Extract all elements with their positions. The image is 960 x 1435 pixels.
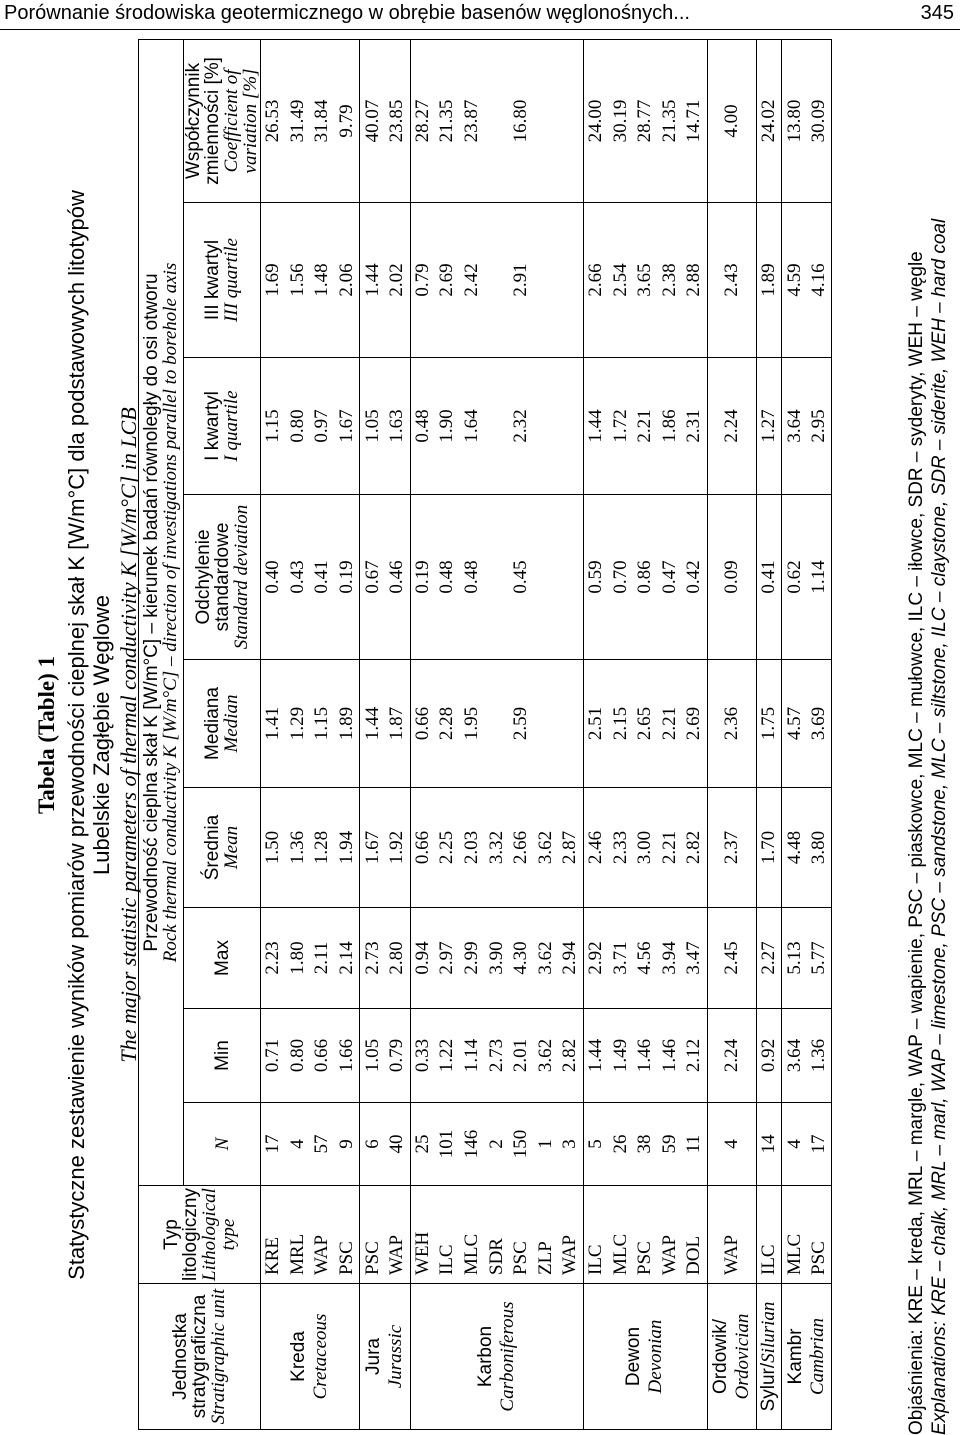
cell-max: 3.90 [484,908,509,1009]
cell-q1: 1.67 [335,358,360,495]
cell-median: 1.41 [261,660,286,788]
unit-cell: Sylur/Silurian [756,1284,782,1430]
cell-cv: 23.85 [385,39,410,202]
cell-median: 1.75 [756,660,782,788]
cell-q3: 2.91 [509,203,534,358]
cell-q1 [484,358,509,495]
cell-type: WAP [658,1186,683,1284]
cell-mean: 2.87 [558,788,583,908]
cell-median [558,660,583,788]
cell-q1: 2.32 [509,358,534,495]
running-head [0,0,960,30]
cell-type: KRE [261,1186,286,1284]
cell-median: 1.29 [286,660,311,788]
unit-cell: Dewon Devonian [583,1284,707,1430]
cell-n: 5 [583,1103,608,1186]
cell-min: 1.22 [435,1009,460,1103]
cell-n: 101 [435,1103,460,1186]
cell-max: 3.71 [608,908,633,1009]
cell-n: 3 [558,1103,583,1186]
cell-max: 5.77 [807,908,832,1009]
table-label: Tabela (Table) 1 [34,655,59,815]
cell-q3: 1.48 [310,203,335,358]
cell-q3 [558,203,583,358]
cell-max: 3.47 [682,908,707,1009]
table-title-en: The major statistic parameters of thermal conductivity K [W/m°C] in LCB [116,407,141,1063]
cell-median: 2.15 [608,660,633,788]
cell-cv: 21.35 [435,39,460,202]
rotated-table-block [30,35,955,1435]
cell-median: 2.36 [707,660,756,788]
cell-type: PSC [807,1186,832,1284]
cell-type: ILC [435,1186,460,1284]
cell-min: 1.44 [583,1009,608,1103]
cell-type: WAP [707,1186,756,1284]
cell-max: 2.23 [261,908,286,1009]
table-row [558,39,583,1429]
cell-max: 2.14 [335,908,360,1009]
table-row [707,39,756,1429]
cell-mean: 3.62 [534,788,559,908]
cell-median: 2.59 [509,660,534,788]
cell-cv: 30.19 [608,39,633,202]
cell-min: 1.46 [633,1009,658,1103]
cell-median: 1.15 [310,660,335,788]
cell-cv: 40.07 [360,39,385,202]
cell-max: 5.13 [782,908,807,1009]
cell-q3: 2.69 [435,203,460,358]
table-row [410,39,435,1429]
cell-type: PSC [335,1186,360,1284]
cell-max: 2.80 [385,908,410,1009]
cell-median: 2.69 [682,660,707,788]
cell-min: 2.82 [558,1009,583,1103]
cell-sd: 0.42 [682,495,707,660]
cell-sd: 0.46 [385,495,410,660]
table-row [633,39,658,1429]
cell-sd: 0.19 [410,495,435,660]
cell-mean: 0.66 [410,788,435,908]
cell-sd: 0.19 [335,495,360,660]
cell-sd: 0.86 [633,495,658,660]
cell-sd [534,495,559,660]
cell-max: 2.45 [707,908,756,1009]
cell-n: 6 [360,1103,385,1186]
table-row [509,39,534,1429]
header-min: Min [184,1009,261,1103]
cell-n: 11 [682,1103,707,1186]
cell-q3: 2.88 [682,203,707,358]
cell-median: 2.51 [583,660,608,788]
cell-n: 40 [385,1103,410,1186]
cell-type: MRL [286,1186,311,1284]
cell-mean: 1.70 [756,788,782,908]
cell-q1: 1.86 [658,358,683,495]
header-q1: I kwartyl I quartile [184,358,261,495]
cell-type: MLC [608,1186,633,1284]
running-title: Porównanie środowiska geotermicznego w obrębie basenów węglonośnych... [4,2,690,24]
cell-n: 38 [633,1103,658,1186]
cell-sd: 0.41 [756,495,782,660]
cell-max: 2.27 [756,908,782,1009]
cell-min: 2.73 [484,1009,509,1103]
table-row [261,39,286,1429]
cell-mean: 1.28 [310,788,335,908]
table-row [756,39,782,1429]
cell-sd: 0.67 [360,495,385,660]
cell-n: 146 [460,1103,485,1186]
cell-n: 4 [707,1103,756,1186]
cell-type: ILC [756,1186,782,1284]
cell-mean: 2.21 [658,788,683,908]
cell-min: 2.01 [509,1009,534,1103]
cell-cv: 9.79 [335,39,360,202]
cell-mean: 1.36 [286,788,311,908]
cell-cv: 13.80 [782,39,807,202]
cell-max: 4.30 [509,908,534,1009]
cell-q1: 1.27 [756,358,782,495]
cell-n: 14 [756,1103,782,1186]
cell-cv: 30.09 [807,39,832,202]
cell-n: 1 [534,1103,559,1186]
cell-mean: 2.46 [583,788,608,908]
cell-q3: 2.06 [335,203,360,358]
cell-max: 1.80 [286,908,311,1009]
cell-type: PSC [633,1186,658,1284]
cell-n: 25 [410,1103,435,1186]
cell-n: 9 [335,1103,360,1186]
cell-mean: 1.67 [360,788,385,908]
cell-median: 1.44 [360,660,385,788]
cell-cv: 14.71 [682,39,707,202]
table-body [261,39,832,1429]
cell-n: 17 [261,1103,286,1186]
cell-cv [534,39,559,202]
cell-type: ILC [583,1186,608,1284]
cell-sd: 0.43 [286,495,311,660]
cell-mean: 4.48 [782,788,807,908]
cell-min: 0.71 [261,1009,286,1103]
cell-q3: 1.89 [756,203,782,358]
cell-q3: 0.79 [410,203,435,358]
table-row [807,39,832,1429]
cell-mean: 2.37 [707,788,756,908]
cell-sd: 0.40 [261,495,286,660]
cell-q3: 2.42 [460,203,485,358]
cell-sd: 0.48 [435,495,460,660]
cell-median: 2.21 [658,660,683,788]
cell-cv: 28.77 [633,39,658,202]
table-row [682,39,707,1429]
cell-q3 [534,203,559,358]
cell-sd: 0.41 [310,495,335,660]
cell-type: DOL [682,1186,707,1284]
cell-min: 1.05 [360,1009,385,1103]
cell-mean: 2.33 [608,788,633,908]
cell-max: 2.92 [583,908,608,1009]
cell-cv: 31.84 [310,39,335,202]
cell-median: 1.89 [335,660,360,788]
unit-cell: Karbon Carboniferous [410,1284,583,1430]
table-row [335,39,360,1429]
cell-cv: 24.00 [583,39,608,202]
cell-median: 2.65 [633,660,658,788]
page-number: 345 [920,2,954,24]
cell-mean: 3.80 [807,788,832,908]
table-row [658,39,683,1429]
cell-min: 0.92 [756,1009,782,1103]
cell-cv [558,39,583,202]
header-q3: III kwartyl III quartile [184,203,261,358]
cell-type: PSC [509,1186,534,1284]
cell-q1: 2.95 [807,358,832,495]
cell-median [484,660,509,788]
cell-type: PSC [360,1186,385,1284]
cell-type: WAP [558,1186,583,1284]
cell-q3: 2.02 [385,203,410,358]
cell-q1: 1.90 [435,358,460,495]
cell-min: 1.36 [807,1009,832,1103]
unit-cell: Ordowik/ Ordovician [707,1284,756,1430]
cell-q3: 2.66 [583,203,608,358]
cell-q1: 2.31 [682,358,707,495]
cell-cv: 23.87 [460,39,485,202]
cell-q1: 1.63 [385,358,410,495]
cell-cv [484,39,509,202]
header-type: Typ litologiczny Lithological type [139,1186,261,1284]
cell-min: 3.62 [534,1009,559,1103]
cell-max: 4.56 [633,908,658,1009]
cell-min: 0.79 [385,1009,410,1103]
header-cv: Współczynnik zmienności [%] Coefficient of variation [%] [184,39,261,202]
header-n: N [184,1103,261,1186]
cell-q1: 0.97 [310,358,335,495]
cell-mean: 1.50 [261,788,286,908]
cell-median: 2.28 [435,660,460,788]
cell-min: 3.64 [782,1009,807,1103]
table-row [534,39,559,1429]
cell-median: 1.87 [385,660,410,788]
conductivity-table [138,39,832,1430]
footnote-pl: Objaśnienia: KRE – kreda, MRL – margle, WAP – wapienie, PSC – piaskowce, MLC – mułowce, ILC – iłowce, SDR – syderyty, WEH – węgle [906,251,927,1435]
cell-min: 1.14 [460,1009,485,1103]
cell-max: 2.99 [460,908,485,1009]
cell-min: 2.24 [707,1009,756,1103]
cell-q3: 2.43 [707,203,756,358]
cell-sd: 1.14 [807,495,832,660]
cell-mean: 2.82 [682,788,707,908]
cell-type: WEH [410,1186,435,1284]
table-row [360,39,385,1429]
cell-q3: 3.65 [633,203,658,358]
cell-min: 0.66 [310,1009,335,1103]
cell-type: ZLP [534,1186,559,1284]
cell-median [534,660,559,788]
cell-q1: 1.15 [261,358,286,495]
cell-cv: 16.80 [509,39,534,202]
cell-q1: 0.80 [286,358,311,495]
cell-mean: 2.25 [435,788,460,908]
unit-cell: Kreda Cretaceous [261,1284,360,1430]
cell-q1: 1.72 [608,358,633,495]
table-row [286,39,311,1429]
cell-q3: 1.44 [360,203,385,358]
unit-cell: Jura Jurassic [360,1284,410,1430]
cell-n: 2 [484,1103,509,1186]
table-row [484,39,509,1429]
cell-q3: 1.56 [286,203,311,358]
table-row [310,39,335,1429]
cell-type: WAP [310,1186,335,1284]
cell-type: MLC [460,1186,485,1284]
cell-q3: 1.69 [261,203,286,358]
cell-q1: 2.21 [633,358,658,495]
cell-n: 57 [310,1103,335,1186]
cell-q1: 1.44 [583,358,608,495]
cell-mean: 3.00 [633,788,658,908]
cell-sd: 0.48 [460,495,485,660]
cell-cv: 4.00 [707,39,756,202]
cell-min: 1.66 [335,1009,360,1103]
cell-mean: 1.94 [335,788,360,908]
header-unit: Jednostka stratygraficzna Stratigraphic unit [139,1284,261,1430]
cell-type: SDR [484,1186,509,1284]
cell-sd [484,495,509,660]
cell-cv: 24.02 [756,39,782,202]
cell-cv: 21.35 [658,39,683,202]
cell-min: 0.80 [286,1009,311,1103]
table-row [583,39,608,1429]
table-row [435,39,460,1429]
cell-sd [558,495,583,660]
cell-q1: 0.48 [410,358,435,495]
table-row [385,39,410,1429]
cell-median: 3.69 [807,660,832,788]
cell-median: 1.95 [460,660,485,788]
cell-type: MLC [782,1186,807,1284]
cell-n: 150 [509,1103,534,1186]
cell-max: 2.97 [435,908,460,1009]
cell-q1: 2.24 [707,358,756,495]
cell-n: 17 [807,1103,832,1186]
cell-sd: 0.47 [658,495,683,660]
cell-sd: 0.59 [583,495,608,660]
cell-sd: 0.70 [608,495,633,660]
cell-min: 1.49 [608,1009,633,1103]
cell-cv: 31.49 [286,39,311,202]
cell-mean: 2.66 [509,788,534,908]
cell-min: 2.12 [682,1009,707,1103]
cell-sd: 0.62 [782,495,807,660]
unit-cell: Kambr Cambrian [782,1284,832,1430]
table-row [782,39,807,1429]
table-row [608,39,633,1429]
cell-q3: 2.38 [658,203,683,358]
cell-max: 3.62 [534,908,559,1009]
cell-median: 0.66 [410,660,435,788]
cell-q1: 1.05 [360,358,385,495]
cell-q3: 4.59 [782,203,807,358]
cell-q1 [534,358,559,495]
cell-sd: 0.09 [707,495,756,660]
cell-mean: 1.92 [385,788,410,908]
cell-n: 4 [782,1103,807,1186]
header-sd: Odchylenie standardowe Standard deviation [184,495,261,660]
header-mean: Średnia Mean [184,788,261,908]
cell-max: 3.94 [658,908,683,1009]
cell-type: WAP [385,1186,410,1284]
cell-max: 2.11 [310,908,335,1009]
table-title-pl-line1: Statystyczne zestawienie wyników pomiarów przewodności cieplnej skał K [W/m°C] dla podstawowych litotypów [64,190,89,1280]
cell-q3: 2.54 [608,203,633,358]
cell-max: 2.94 [558,908,583,1009]
cell-q1 [558,358,583,495]
cell-mean: 2.03 [460,788,485,908]
cell-n: 4 [286,1103,311,1186]
cell-mean: 3.32 [484,788,509,908]
cell-cv: 28.27 [410,39,435,202]
cell-q1: 3.64 [782,358,807,495]
cell-q3 [484,203,509,358]
cell-min: 1.46 [658,1009,683,1103]
cell-cv: 26.53 [261,39,286,202]
table-title-pl-line2: Lubelskie Zagłębie Węglowe [89,594,114,876]
header-max: Max [184,908,261,1009]
cell-n: 26 [608,1103,633,1186]
table-row [460,39,485,1429]
cell-median: 4.57 [782,660,807,788]
cell-q1: 1.64 [460,358,485,495]
cell-min: 0.33 [410,1009,435,1103]
cell-sd: 0.45 [509,495,534,660]
footnote-en: Explanations: KRE – chalk, MRL – marl, WAP – limestone, PSC – sandstone, MLC – siltstone, ILC – claystone, SDR – siderite, WEH – hard coal [929,218,950,1435]
header-median: Mediana Median [184,660,261,788]
cell-q3: 4.16 [807,203,832,358]
cell-max: 0.94 [410,908,435,1009]
cell-n: 59 [658,1103,683,1186]
cell-max: 2.73 [360,908,385,1009]
header-group: Przewodność cieplna skał K [W/m°C] – kierunek badań równoległy do osi otworu Rock thermal conductivity K [W/m°C] – direction of investigations parallel to borehole axis [139,39,184,1185]
